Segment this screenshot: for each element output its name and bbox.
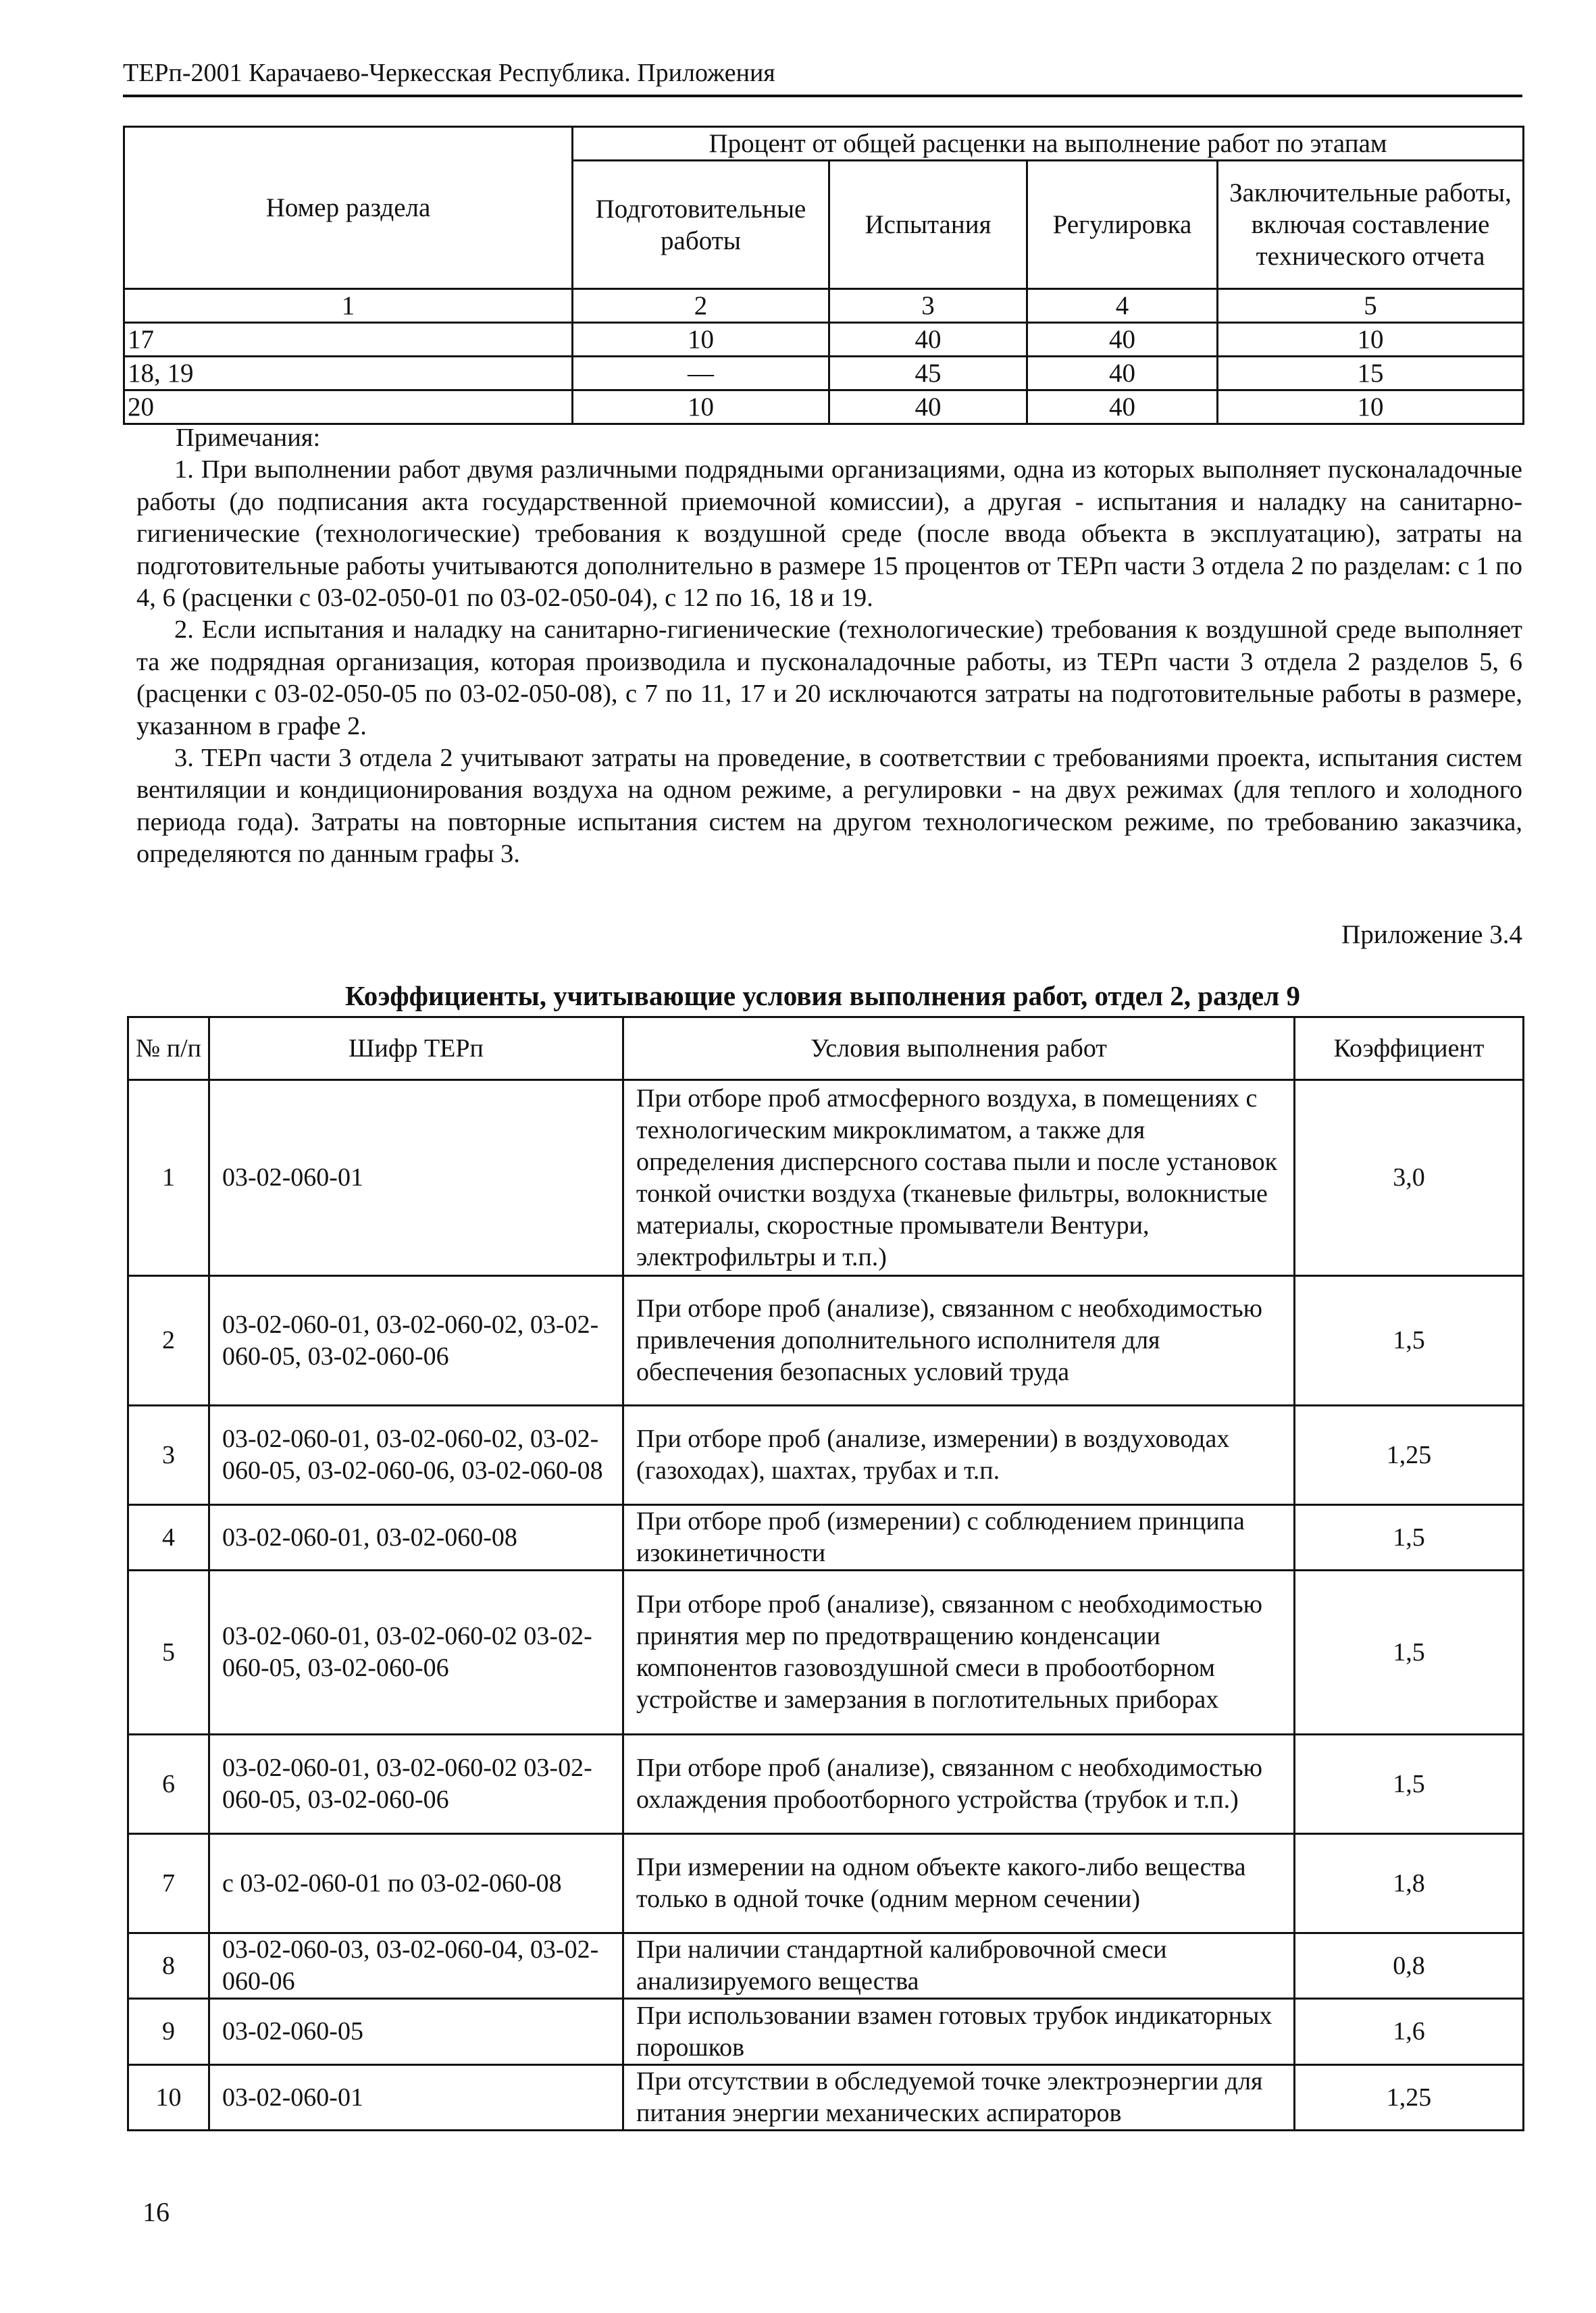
table-row [124, 390, 1524, 424]
terp-code: 03-02-060-03, 03-02-060-04, 03-02-060-06 [209, 1933, 623, 1999]
table-cell: 40 [829, 390, 1027, 424]
col-number: 4 [1027, 289, 1218, 323]
terp-code: с 03-02-060-01 по 03-02-060-08 [209, 1834, 623, 1933]
work-condition: При использовании взамен готовых трубок индикаторных порошков [623, 1999, 1295, 2065]
work-condition: При отсутствии в обследуемой точке электроэнергии для питания энергии механических аспираторов [623, 2065, 1295, 2131]
col-number: 3 [829, 289, 1027, 323]
col-header-number: № п/п [128, 1017, 209, 1080]
row-number: 6 [128, 1735, 209, 1834]
group-header-stages: Процент от общей расценки на выполнение работ по этапам [573, 127, 1524, 161]
note-paragraph: 2. Если испытания и наладку на санитарно-гигиенические (технологические) требования к воздушной среде выполняет та же подрядная организация, которая производила и пусконаладочные работы, из ТЕРп части 3 отдела 2 разделов 5, 6 (расценки с 03-02-050-05 по 03-02-050-08), с 7 по 11, 17 и 20 исключаются затраты на подготовительные работы в размере, указанном в графе 2. [136, 615, 1522, 740]
col-header-coefficient: Коэффициент [1295, 1017, 1524, 1080]
stage-percent-table [123, 126, 1524, 425]
table-cell: 15 [1218, 357, 1524, 390]
row-number: 8 [128, 1933, 209, 1999]
work-condition: При отборе проб (анализе), связанном с необходимостью охлаждения пробоотборного устройства (трубок и т.п.) [623, 1735, 1295, 1834]
coefficient-value: 1,6 [1295, 1999, 1524, 2065]
table-row [128, 1080, 1524, 1276]
table-cell: 10 [1218, 323, 1524, 357]
terp-code: 03-02-060-05 [209, 1999, 623, 2065]
row-number: 2 [128, 1276, 209, 1406]
page-number: 16 [143, 2197, 170, 2227]
col-header-preparatory: Подготовительные работы [573, 161, 829, 289]
table-cell: 10 [1218, 390, 1524, 424]
appendix-label: Приложение 3.4 [1341, 920, 1522, 949]
page-header: ТЕРп-2001 Карачаево-Черкесская Республика. Приложения [123, 59, 775, 87]
table-cell: 45 [829, 357, 1027, 390]
table-cell: 40 [1027, 357, 1218, 390]
work-condition: При отборе проб (анализе), связанном с необходимостью принятия мер по предотвращению конденсации компонентов газовоздушной смеси в пробоотборном устройстве и замерзания в поглотительных приборах [623, 1571, 1295, 1735]
table-row [128, 2065, 1524, 2131]
col-header-section: Номер раздела [124, 127, 573, 289]
row-number: 4 [128, 1505, 209, 1571]
terp-code: 03-02-060-01, 03-02-060-02, 03-02-060-05, 03-02-060-06 [209, 1276, 623, 1406]
notes-title: Примечания: [176, 424, 321, 452]
table-row [124, 323, 1524, 357]
terp-code: 03-02-060-01 [209, 1080, 623, 1276]
col-header-adjustment: Регулировка [1027, 161, 1218, 289]
section-number: 18, 19 [124, 357, 573, 390]
table-cell: 40 [829, 323, 1027, 357]
table-cell: — [573, 357, 829, 390]
table-row [124, 357, 1524, 390]
section-number: 20 [124, 390, 573, 424]
coefficient-value: 1,25 [1295, 2065, 1524, 2131]
row-number: 1 [128, 1080, 209, 1276]
note-paragraph: 1. При выполнении работ двумя различными подрядными организациями, одна из которых выполняет пусконаладочные работы (до подписания акта государственной приемочной комиссии), а другая - испытания и наладку на санитарно-гигиенические (технологические) требования к воздушной среде (после ввода объекта в эксплуатацию), затраты на подготовительные работы учитываются дополнительно в размере 15 процентов от ТЕРп части 3 отдела 2 по разделам: с 1 по 4, 6 (расценки с 03-02-050-01 по 03-02-050-04), с 12 по 16, 18 и 19. [136, 455, 1522, 613]
coefficient-value: 1,5 [1295, 1505, 1524, 1571]
table-row [128, 1999, 1524, 2065]
table-cell: 40 [1027, 390, 1218, 424]
table-row [128, 1834, 1524, 1933]
coefficient-value: 3,0 [1295, 1080, 1524, 1276]
terp-code: 03-02-060-01, 03-02-060-02, 03-02-060-05, 03-02-060-06, 03-02-060-08 [209, 1406, 623, 1505]
work-condition: При измерении на одном объекте какого-либо вещества только в одной точке (одним мерном сечении) [623, 1834, 1295, 1933]
table-cell: 10 [573, 390, 829, 424]
row-number: 7 [128, 1834, 209, 1933]
coefficient-value: 0,8 [1295, 1933, 1524, 1999]
work-condition: При отборе проб атмосферного воздуха, в помещениях с технологическим микроклиматом, а также для определения дисперсного состава пыли и после установок тонкой очистки воздуха (тканевые фильтры, волокнистые материалы, скоростные промыватели Вентури, электрофильтры и т.п.) [623, 1080, 1295, 1276]
table-row [128, 1505, 1524, 1571]
column-number-row [124, 289, 1524, 323]
col-number: 2 [573, 289, 829, 323]
terp-code: 03-02-060-01, 03-02-060-08 [209, 1505, 623, 1571]
work-condition: При отборе проб (анализе), связанном с необходимостью привлечения дополнительного исполнителя для обеспечения безопасных условий труда [623, 1276, 1295, 1406]
col-number: 5 [1218, 289, 1524, 323]
table-row [128, 1735, 1524, 1834]
notes-block [136, 422, 1522, 871]
section-number: 17 [124, 323, 573, 357]
coefficients-table [127, 1016, 1524, 2131]
terp-code: 03-02-060-01, 03-02-060-02 03-02-060-05, 03-02-060-06 [209, 1735, 623, 1834]
row-number: 9 [128, 1999, 209, 2065]
coefficient-value: 1,8 [1295, 1834, 1524, 1933]
terp-code: 03-02-060-01, 03-02-060-02 03-02-060-05, 03-02-060-06 [209, 1571, 623, 1735]
table-row [128, 1276, 1524, 1406]
table-cell: 40 [1027, 323, 1218, 357]
terp-code: 03-02-060-01 [209, 2065, 623, 2131]
col-number: 1 [124, 289, 573, 323]
work-condition: При отборе проб (измерении) с соблюдением принципа изокинетичности [623, 1505, 1295, 1571]
table-row [128, 1933, 1524, 1999]
header-rule [123, 95, 1522, 97]
row-number: 10 [128, 2065, 209, 2131]
col-header-final: Заключительные работы, включая составление технического отчета [1218, 161, 1524, 289]
row-number: 5 [128, 1571, 209, 1735]
col-header-testing: Испытания [829, 161, 1027, 289]
coefficient-value: 1,5 [1295, 1735, 1524, 1834]
note-paragraph: 3. ТЕРп части 3 отдела 2 учитывают затраты на проведение, в соответствии с требованиями проекта, испытания систем вентиляции и кондиционирования воздуха на одном режиме, а регулировки - на двух режимах (для теплого и холодного периода года). Затраты на повторные испытания систем на другом технологическом режиме, по требованию заказчика, определяются по данным графы 3. [136, 744, 1522, 869]
work-condition: При отборе проб (анализе, измерении) в воздуховодах (газоходах), шахтах, трубах и т.п. [623, 1406, 1295, 1505]
col-header-conditions: Условия выполнения работ [623, 1017, 1295, 1080]
table-cell: 10 [573, 323, 829, 357]
table-row [128, 1571, 1524, 1735]
coefficient-value: 1,25 [1295, 1406, 1524, 1505]
coefficient-value: 1,5 [1295, 1571, 1524, 1735]
work-condition: При наличии стандартной калибровочной смеси анализируемого вещества [623, 1933, 1295, 1999]
col-header-code: Шифр ТЕРп [209, 1017, 623, 1080]
coefficient-value: 1,5 [1295, 1276, 1524, 1406]
table-row [128, 1406, 1524, 1505]
table-title: Коэффициенты, учитывающие условия выполнения работ, отдел 2, раздел 9 [345, 980, 1300, 1011]
row-number: 3 [128, 1406, 209, 1505]
